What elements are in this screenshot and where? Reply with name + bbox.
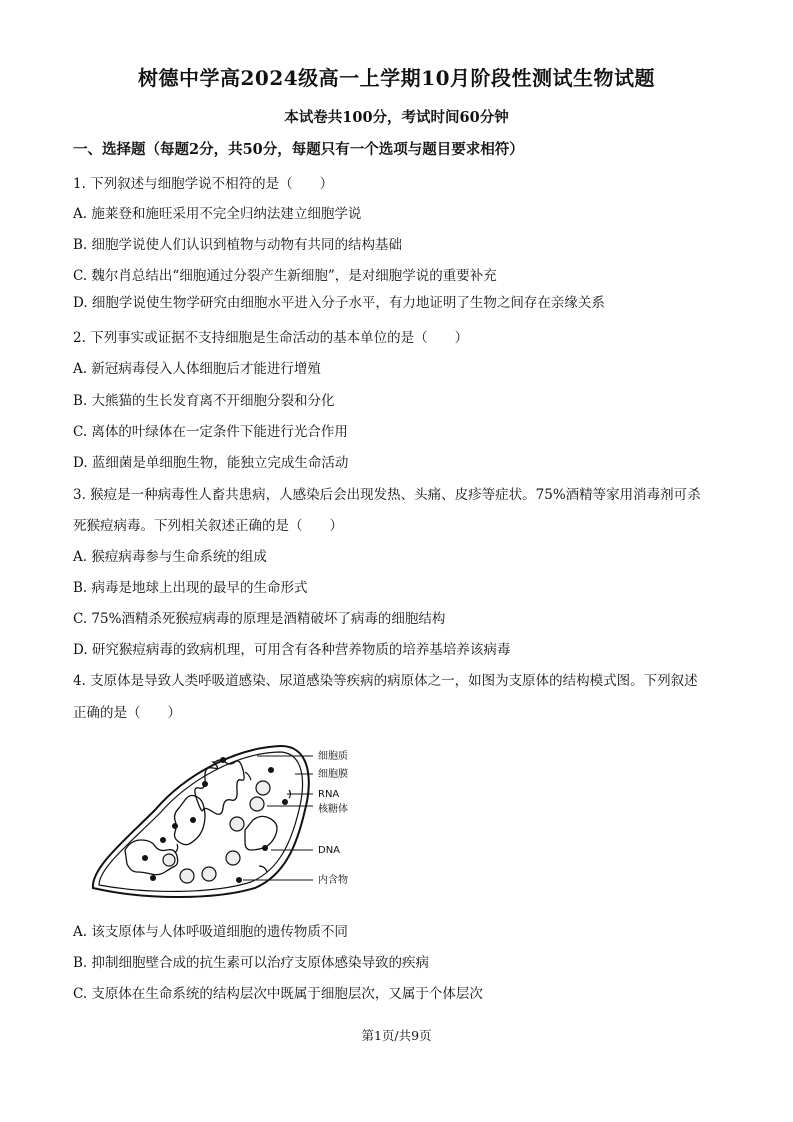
dna-loop-2 [175,796,206,845]
page-number: 第1页/共9页 [361,1028,432,1043]
question-2-stem: 2. 下列事实或证据不支持细胞是生命活动的基本单位的是（ ） [73,330,469,346]
label-dna: DNA [318,845,341,856]
rna-strand [245,772,251,780]
inclusion [282,799,288,805]
ribosome [256,781,270,795]
inclusion [142,855,148,861]
question-1-option-b: B. 细胞学说使人们认识到植物与动物有共同的结构基础 [73,237,403,253]
exam-subtitle: 本试卷共100分，考试时间60分钟 [284,109,509,126]
question-3-option-b: B. 病毒是地球上出现的最早的生命形式 [73,580,308,596]
inclusion [202,781,208,787]
question-1-stem: 1. 下列叙述与细胞学说不相符的是（ ） [73,176,334,192]
question-3-stem-line-2: 死猴痘病毒。下列相关叙述正确的是（ ） [73,518,343,534]
ribosome [230,817,244,831]
question-4-option-c: C. 支原体在生命系统的结构层次中既属于细胞层次，又属于个体层次 [73,986,483,1002]
question-4-option-b: B. 抑制细胞壁合成的抗生素可以治疗支原体感染导致的疾病 [73,955,430,971]
inclusion [220,757,226,763]
question-3-stem-line-1: 3. 猴痘是一种病毒性人畜共患病，人感染后会出现发热、头痛、皮疹等症状。75%酒精等家用消毒剂可杀 [73,487,701,503]
cell-membrane-outer [93,746,309,897]
question-3-option-c: C. 75%酒精杀死猴痘病毒的原理是酒精破坏了病毒的细胞结构 [73,611,446,627]
question-2-option-a: A. 新冠病毒侵入人体细胞后才能进行增殖 [73,361,321,377]
question-3-option-d: D. 研究猴痘病毒的致病机理，可用含有各种营养物质的培养基培养该病毒 [73,642,511,658]
question-2-option-b: B. 大熊猫的生长发育离不开细胞分裂和分化 [73,393,335,409]
label-inclusion: 内含物 [318,875,348,886]
question-4-stem-line-1: 4. 支原体是导致人类呼吸道感染、尿道感染等疾病的病原体之一，如图为支原体的结构模式图。下列叙述 [73,673,698,689]
ribosome [250,797,264,811]
label-cell-membrane: 细胞膜 [318,769,348,780]
question-1-option-a: A. 施莱登和施旺采用不完全归纳法建立细胞学说 [73,206,362,222]
rna-strand [259,866,267,872]
dna-loop-4 [245,816,277,850]
inclusion [236,877,242,883]
question-3-option-a: A. 猴痘病毒参与生命系统的组成 [73,549,267,565]
inclusion [160,837,166,843]
question-2-option-d: D. 蓝细菌是单细胞生物，能独立完成生命活动 [73,455,349,471]
ribosome [202,867,216,881]
ribosome [163,854,175,866]
inclusion [190,817,196,823]
label-ribosome: 核糖体 [318,804,348,815]
mycoplasma-diagram [85,740,375,910]
label-cytoplasm: 细胞质 [318,751,348,762]
question-4-option-a: A. 该支原体与人体呼吸道细胞的遗传物质不同 [73,924,348,940]
inclusion [172,823,178,829]
exam-title: 树德中学高2024级高一上学期10月阶段性测试生物试题 [138,66,655,90]
ribosome [226,851,240,865]
inclusion [268,767,274,773]
question-1-option-d: D. 细胞学说使生物学研究由细胞水平进入分子水平，有力地证明了生物之间存在亲缘关系 [73,295,605,311]
inclusion [150,875,156,881]
question-1-option-c: C. 魏尔肖总结出“细胞通过分裂产生新细胞”，是对细胞学说的重要补充 [73,268,497,284]
question-4-stem-line-2: 正确的是（ ） [73,705,181,721]
label-rna: RNA [318,789,340,800]
question-2-option-c: C. 离体的叶绿体在一定条件下能进行光合作用 [73,424,348,440]
section-heading: 一、选择题（每题2分，共50分，每题只有一个选项与题目要求相符） [73,141,524,158]
ribosome [180,869,194,883]
inclusion [262,845,268,851]
